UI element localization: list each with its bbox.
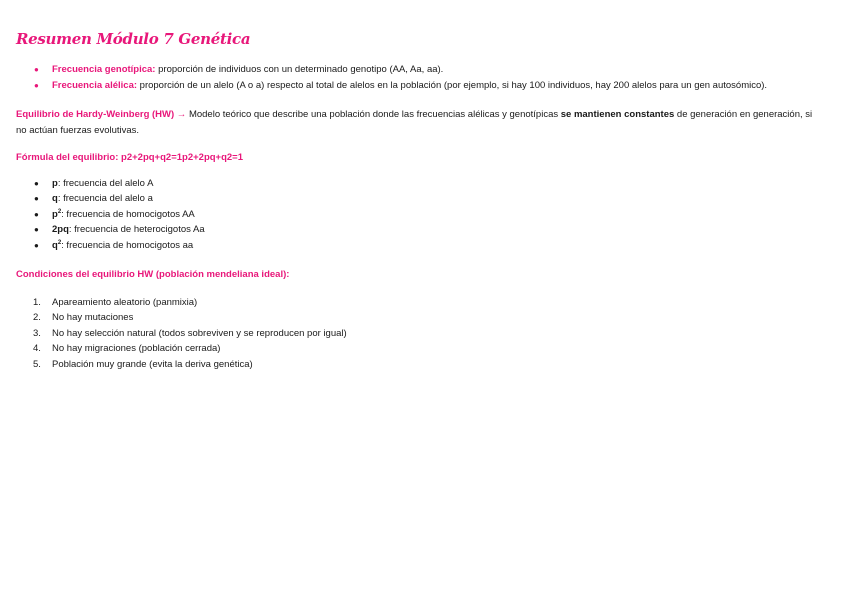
definition-text: proporción de individuos con un determinado genotipo (AA, Aa, aa). — [155, 64, 444, 75]
list-item — [16, 62, 816, 78]
list-item — [16, 310, 816, 326]
variable-term: q — [52, 239, 58, 251]
list-item — [16, 238, 816, 254]
hw-text-before: Modelo teórico que describe una población donde las frecuencias alélicas y genotípicas — [188, 109, 561, 120]
frequencies-list — [16, 62, 816, 93]
item-number: 4. — [33, 343, 41, 354]
item-number: 5. — [33, 358, 41, 370]
term-label: Frecuencia alélica: — [52, 79, 138, 91]
frequencies-section — [16, 62, 816, 93]
bullet-icon: ● — [34, 80, 39, 90]
arrow-icon: → — [174, 109, 189, 120]
hw-term: Equilibrio de Hardy-Weinberg (HW) — [16, 109, 175, 120]
variable-term: p — [52, 208, 58, 220]
superscript: 2 — [57, 208, 62, 215]
variable-text: : frecuencia del alelo A — [57, 177, 154, 189]
list-item — [16, 191, 816, 207]
hw-bold-text: se mantienen constantes — [560, 109, 675, 120]
bullet-icon: ● — [34, 194, 39, 203]
list-item — [16, 295, 816, 311]
condition-text: Apareamiento aleatorio (panmixia) — [52, 296, 198, 308]
variable-term: q — [52, 193, 58, 204]
conditions-heading: Condiciones del equilibrio HW (población mendeliana ideal): — [16, 269, 290, 280]
list-item — [16, 176, 816, 192]
variables-list — [16, 176, 816, 254]
bullet-icon: ● — [34, 225, 39, 234]
condition-text: Población muy grande (evita la deriva genética) — [52, 358, 253, 370]
bullet-icon: ● — [34, 178, 39, 188]
item-number: 3. — [33, 327, 41, 339]
condition-text: No hay migraciones (población cerrada) — [52, 343, 221, 354]
list-item — [16, 341, 816, 357]
bullet-icon: ● — [34, 209, 39, 219]
item-number: 2. — [33, 312, 41, 323]
list-item — [16, 357, 816, 373]
superscript: 2 — [57, 239, 62, 246]
conditions-section — [16, 295, 816, 373]
variable-text: : frecuencia de homocigotos AA — [61, 208, 195, 220]
page-title: Resumen Módulo 7 Genética — [16, 30, 251, 48]
bullet-icon: ● — [34, 65, 39, 74]
variable-term: 2pq — [52, 224, 69, 235]
variable-text: : frecuencia de homocigotos aa — [61, 239, 194, 251]
hw-paragraph — [16, 107, 816, 138]
list-item — [16, 78, 816, 94]
document-page — [16, 30, 816, 384]
variable-text: : frecuencia de heterocigotos Aa — [68, 224, 205, 235]
formula-heading: Fórmula del equilibrio: p2+2pq+q2=1p2+2pq+q2=1 — [16, 152, 244, 163]
variable-term: p — [52, 177, 58, 189]
variables-section — [16, 176, 816, 254]
hw-text-after: de generación en generación, si no actúan fuerzas evolutivas. — [16, 109, 813, 136]
bullet-icon: ● — [34, 240, 39, 250]
condition-text: No hay mutaciones — [52, 312, 134, 323]
term-label: Frecuencia genotípica: — [52, 64, 156, 75]
conditions-list — [16, 295, 816, 373]
variable-text: : frecuencia del alelo a — [57, 193, 153, 204]
condition-text: No hay selección natural (todos sobreviven y se reproducen por igual) — [52, 327, 347, 339]
definition-text: proporción de un alelo (A o a) respecto al total de alelos en la población (por ejemplo, si hay 100 individuos, hay 200 alelos para un gen autosómico). — [137, 79, 768, 91]
item-number: 1. — [33, 296, 41, 308]
list-item — [16, 326, 816, 342]
list-item — [16, 207, 816, 223]
list-item — [16, 222, 816, 238]
